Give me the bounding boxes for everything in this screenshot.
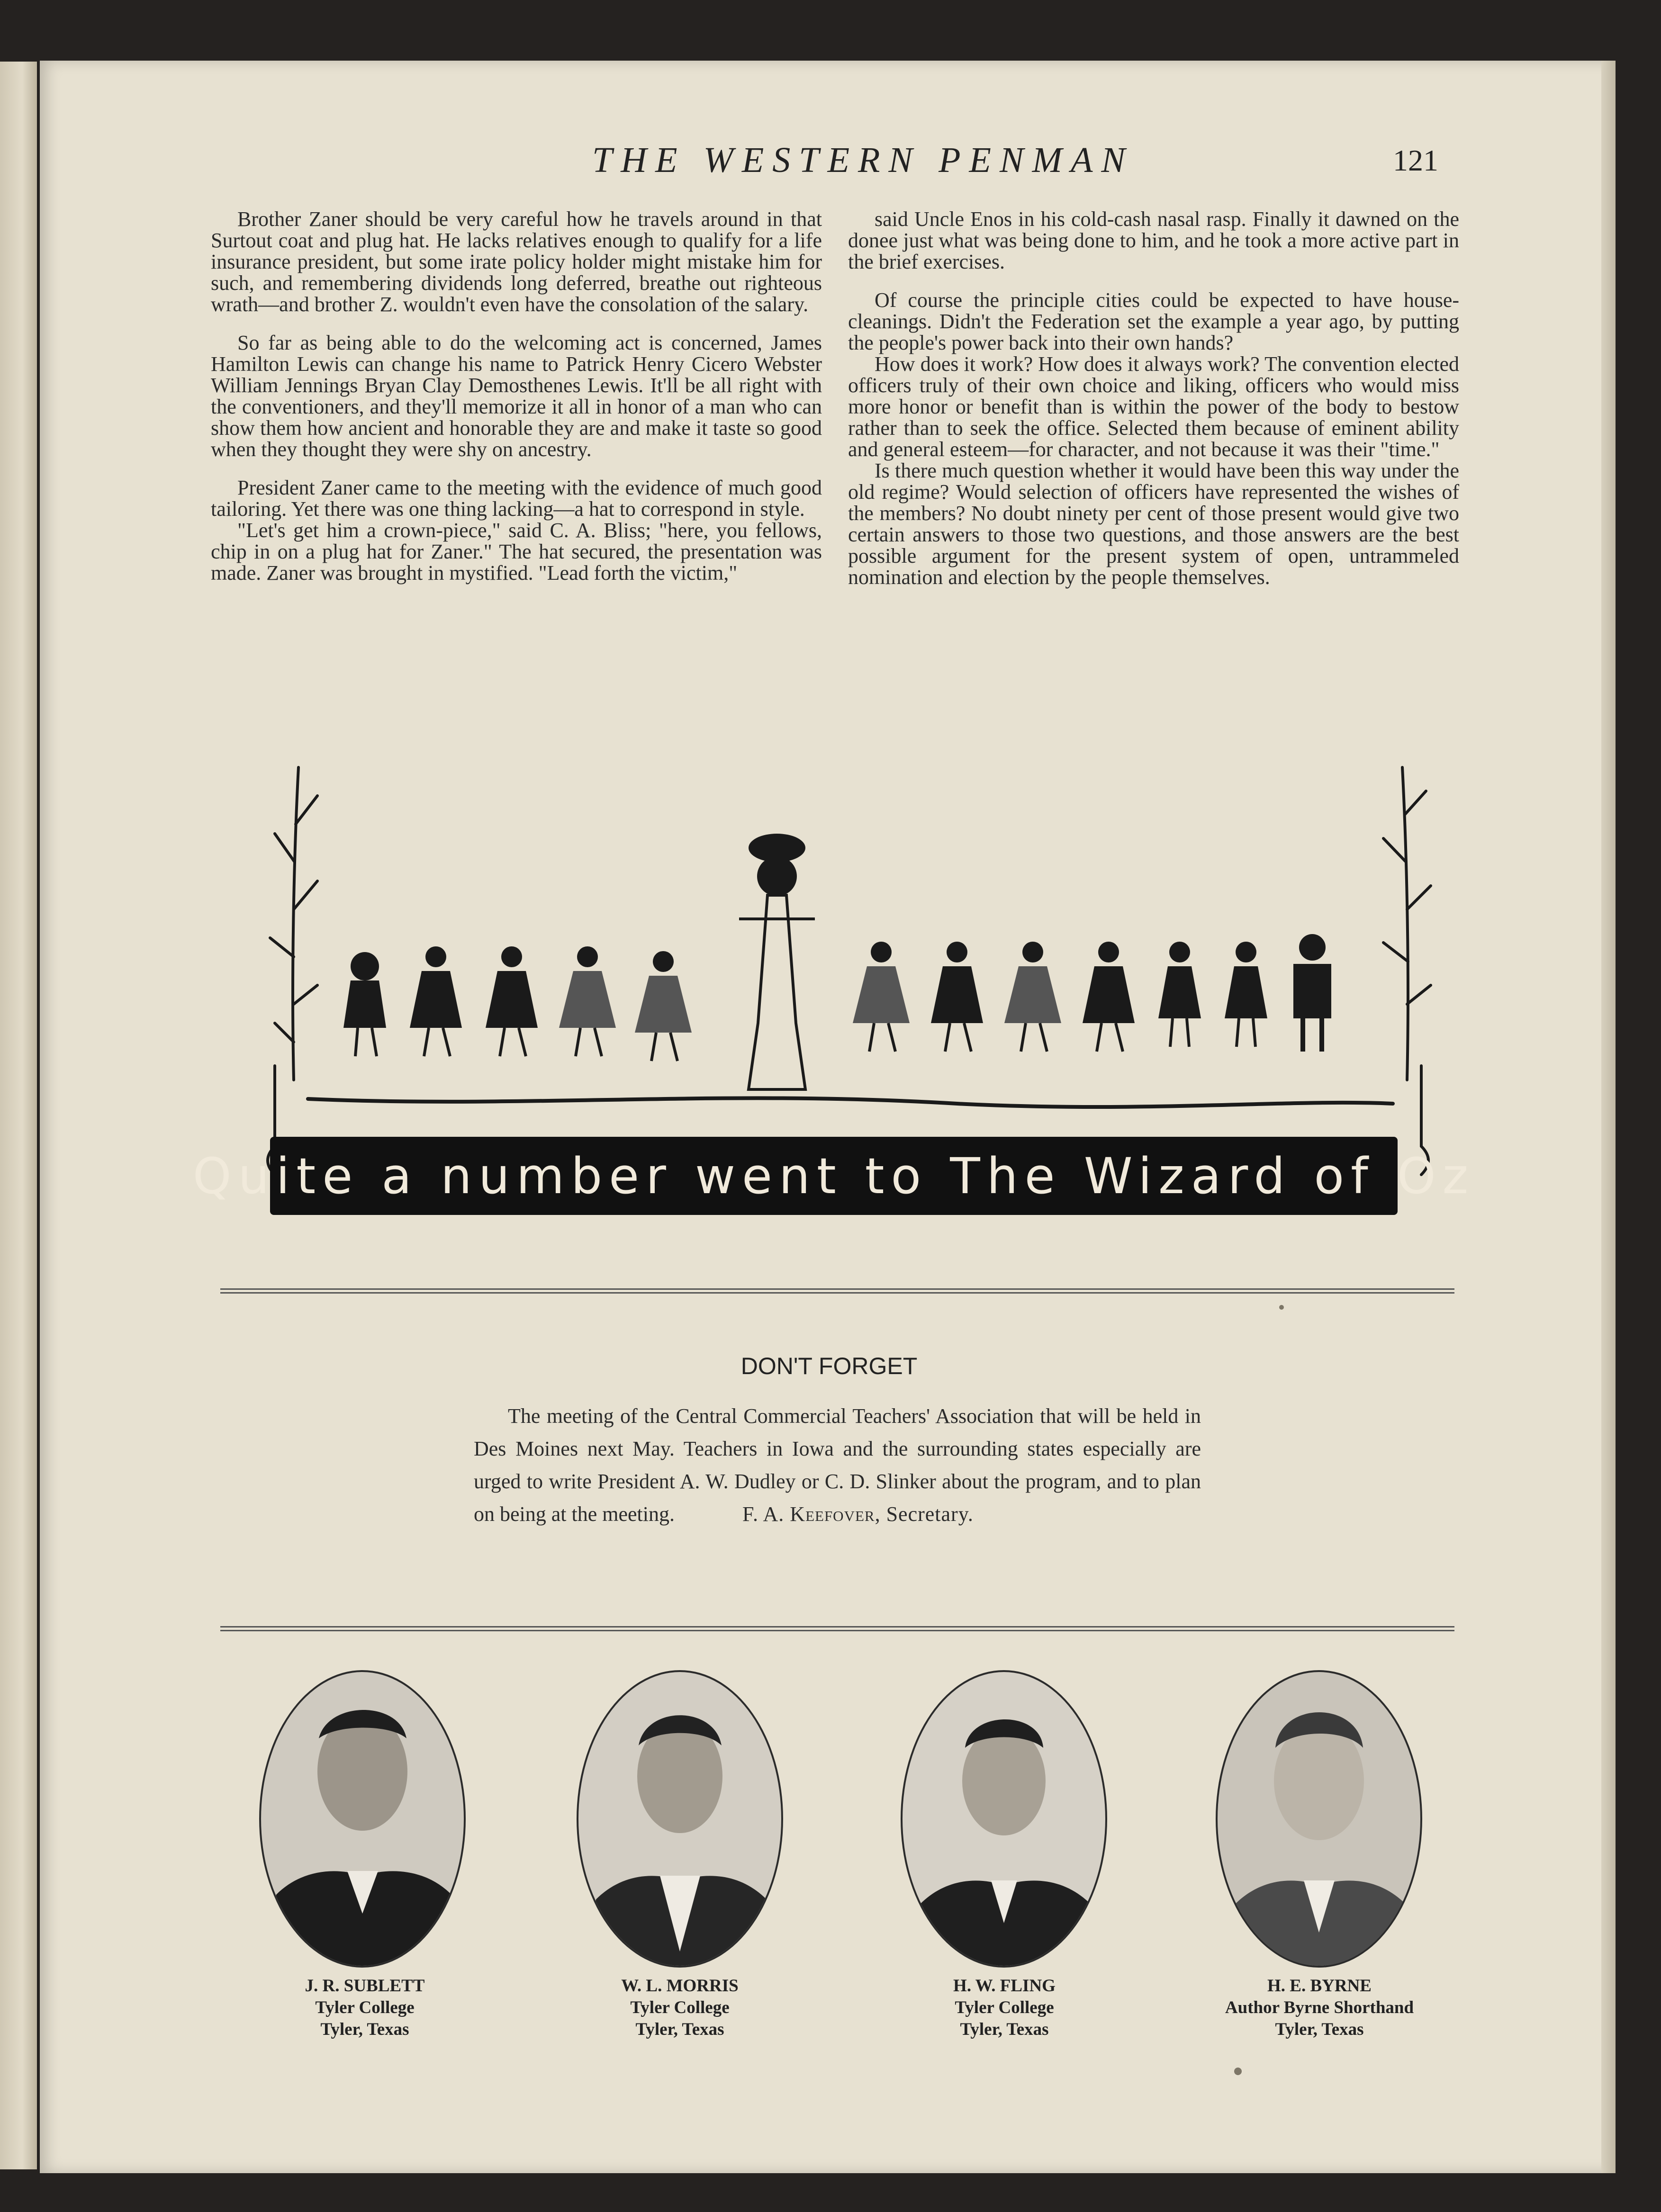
paragraph: Of course the principle cities could be expected to have house-cleanings. Didn't the Federation set the example a year ago, by putting the people's power back into their own hands? <box>848 288 1459 354</box>
page-number: 121 <box>1393 144 1438 177</box>
left-column <box>211 208 822 601</box>
signature-name: F. A. Keefover <box>742 1502 875 1526</box>
paragraph: So far as being able to do the welcoming act is concerned, James Hamilton Lewis can change his name to Patrick Henry Cicero Webster William Jennings Bryan Clay Demosthenes Lewis. It'll be all right with the conventioners, and they'll memorize it all in honor of a man who can show them how ancient and honorable they are and make it taste so good when they thought they were shy on ancestry. <box>211 331 822 461</box>
portrait-photo <box>899 1667 1110 1970</box>
section-divider <box>220 1288 1454 1294</box>
portrait-image <box>1214 1667 1425 1970</box>
ground-line <box>308 1098 1393 1107</box>
person-affiliation: Author Byrne Shorthand <box>1225 1998 1414 2017</box>
paragraph: "Let's get him a crown-piece," said C. A. Bliss; "here, you fellows, chip in on a plug hat for Zaner." The hat secured, the presentation was made. Zaner was brought in mystified. "Lead forth the victim," <box>211 519 822 584</box>
paper-speck <box>1279 1305 1284 1310</box>
portrait-caption <box>242 1975 488 2041</box>
banner-caption: Quite a number went to The Wizard of Oz <box>192 1147 1475 1205</box>
person-name: W. L. MORRIS <box>621 1976 739 1996</box>
portrait-image <box>257 1667 468 1970</box>
paragraph: How does it work? How does it always work? The convention elected officers truly of their own choice and liking, officers who would miss more honor or benefit than is within the power of the body to bestow rather than to seek the office. Selected them because of eminent ability and general esteem—for character, and not because it was their "time." <box>848 352 1459 461</box>
previous-page-edge <box>0 62 37 2169</box>
portrait-caption <box>881 1975 1128 2041</box>
portrait-photo <box>575 1667 785 1970</box>
portrait-caption <box>557 1975 803 2041</box>
person-affiliation: Tyler College <box>630 1998 730 2017</box>
portrait-caption <box>1196 1975 1443 2041</box>
central-figure <box>739 834 815 1089</box>
person-location: Tyler, Texas <box>1275 2020 1364 2039</box>
notice-body <box>474 1400 1201 1530</box>
person-name: H. E. BYRNE <box>1267 1976 1372 1996</box>
person-affiliation: Tyler College <box>315 1998 415 2017</box>
notice-signature: F. A. Keefover, Secretary. <box>742 1502 974 1526</box>
paragraph: said Uncle Enos in his cold-cash nasal rasp. Finally it dawned on the donee just what was being done to him, and he took a more active part in the brief exercises. <box>848 207 1459 273</box>
cartoon-banner <box>192 1137 1475 1215</box>
portrait-photo <box>1214 1667 1425 1970</box>
person-location: Tyler, Texas <box>960 2020 1049 2039</box>
paragraph: President Zaner came to the meeting with the evidence of much good tailoring. Yet there was one thing lacking—a hat to correspond in style. <box>211 476 822 521</box>
person-location: Tyler, Texas <box>635 2020 724 2039</box>
person-affiliation: Tyler College <box>955 1998 1054 2017</box>
person-name: H. W. FLING <box>953 1976 1056 1996</box>
paragraph: Brother Zaner should be very careful how he travels around in that Surtout coat and plug hat. He lacks relatives enough to qualify for a life insurance president, but some irate policy holder might mistake him for such, and remembering dividends long deferred, breathe out righteous wrath—and brother Z. wouldn't even have the consolation of the salary. <box>211 207 822 316</box>
section-divider <box>220 1626 1454 1631</box>
chorus-dancers <box>343 934 1331 1061</box>
person-name: J. R. SUBLETT <box>305 1976 425 1996</box>
signature-role: Secretary. <box>886 1502 974 1526</box>
portrait-image <box>899 1667 1110 1970</box>
person-location: Tyler, Texas <box>320 2020 409 2039</box>
portrait-photo <box>257 1667 468 1970</box>
paragraph: Is there much question whether it would have been this way under the old regime? Would selection of officers have represented the wishes of the members? No doubt ninety per cent of those present would give two certain answers to those two questions, and those answers are the best possible argument for the present system of open, untrammeled nomination and election by the people themselves. <box>848 459 1459 589</box>
left-tree-trunk <box>293 767 298 1080</box>
paper-speck <box>1234 2068 1242 2075</box>
page-edge <box>1601 61 1616 2173</box>
running-header-title: THE WESTERN PENMAN <box>592 140 1134 180</box>
notice-text: The meeting of the Central Commercial Teachers' Association that will be held in Des Moines next May. Teachers in Iowa and the surrounding states especially are urged to write President A. W. Dudley or C. D. Slinker about the program, and to plan on being at the meeting. <box>474 1404 1201 1526</box>
portrait-image <box>575 1667 785 1970</box>
notice-title: DON'T FORGET <box>740 1353 918 1379</box>
right-column <box>848 208 1459 605</box>
